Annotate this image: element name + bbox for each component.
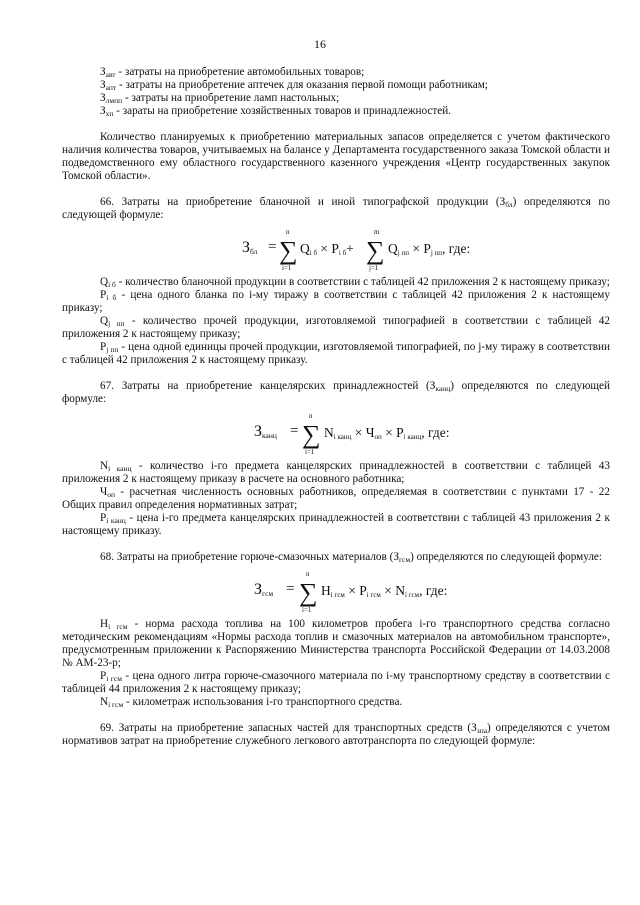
definition-item: $P_{i гсм}$ - цена одного литра горюче-смазочного материала по i-му транспортному средству в соответствии с таблицей 44 приложения 2 к настоящему приказу; (62, 670, 610, 695)
list-item: $З_{лмпп}$ - затраты на приобретение ламп настольных; (100, 92, 340, 105)
definition-item: $N_{i канц}$ - количество i-го предмета канцелярских принадлежностей в соответствии с таблицей 43 приложения 2 к настоящему приказу в расчете на основного работника; (62, 460, 610, 485)
list-item: $З_{апт}$ - затраты на приобретение аптечек для оказания первой помощи работникам; (100, 79, 488, 92)
formula-67-definitions (62, 460, 610, 538)
formula-68: $З_{гсм}$ = n ∑ i=1 $Н_{i гсм} \times P_{i гсм} \times N_{i гсм}$, где: (254, 570, 448, 614)
definition-item: $P_{i б}$ - цена одного бланка по i-му тиражу в соответствии с таблицей 42 приложения 2 к настоящему приказу; (62, 289, 610, 314)
paragraph-68-heading: 68. Затраты на приобретение горюче-смазочных материалов $(З_{гсм})$ определяются по следующей формуле: (100, 551, 602, 564)
paragraph-66-heading: 66. Затраты на приобретение бланочной и иной типографской продукции $(З_{бл})$ определяются по следующей формуле: (62, 196, 610, 221)
formula-68-definitions (62, 618, 610, 709)
list-item: $З_{авт}$ - затраты на приобретение автомобильных товаров; (100, 66, 365, 79)
definition-item: $Q_{i б}$ - количество бланочной продукции в соответствии с таблицей 42 приложения 2 к настоящему приказу; (100, 276, 610, 289)
paragraph-69-heading: 69. Затраты на приобретение запасных частей для транспортных средств $(З_{зпа})$ определяются с учетом нормативов затрат на приобретение служебного легкового автотранспорта по следующей формуле: (62, 722, 610, 747)
definition-item: $Н_{i гсм}$ - норма расхода топлива на 100 километров пробега i-го транспортного средства согласно методическим рекомендациям «Нормы расхода топлив и смазочных материалов на автомобильном транспорте», предусмотренным приложении к Распоряжению Министерства транспорта Российской Федерации от 14.03.2008 № АМ-23-р; (62, 618, 610, 669)
paragraph-67-heading: 67. Затраты на приобретение канцелярских принадлежностей $(З_{канц})$ определяются по следующей формуле: (62, 380, 610, 405)
page-number: 16 (314, 37, 326, 51)
formula-67: $З_{канц}$ = n ∑ i=1 $N_{i канц} \times Ч_{оп} \times P_{i канц}$, где: (254, 412, 450, 456)
definition-item: $N_{i гсм}$ - километраж использования i-го транспортного средства. (100, 696, 403, 709)
definition-item: $Ч_{оп}$ - расчетная численность основных работников, определяемая в соответствии с пунктами 17 - 22 Общих правил определения нормативных затрат; (62, 486, 610, 511)
definition-item: $P_{j пп}$ - цена одной единицы прочей продукции, изготовляемой типографией, по j-му тиражу в соответствии с таблицей 42 приложения 2 к настоящему приказу. (62, 341, 610, 366)
formula-66: $З_{бл}$ = n ∑ i=1 $Q_{i б} \times P_{i б}+$ m ∑ j=1 $Q_{j пп} \times P_{j пп}$, где: (242, 228, 471, 272)
formula-66-definitions (62, 276, 610, 367)
document-body (62, 66, 610, 748)
costs-list (62, 66, 610, 118)
definition-item: $Q_{j пп}$ - количество прочей продукции, изготовляемой типографией в соответствии с таблицей 42 приложения 2 к настоящему приказу; (62, 315, 610, 340)
list-item: $З_{хп}$ - зараты на приобретение хозяйственных товаров и принадлежностей. (100, 105, 451, 118)
paragraph-quantity: Количество планируемых к приобретению материальных запасов определяется с учетом фактического наличия количества товаров, учитываемых на балансе у Департамента государственного заказа Томской области и подведомственного ему областного государственного казенного учреждения «Центр государственных закупок Томской области». (62, 131, 610, 182)
definition-item: $P_{i канц}$ - цена i-го предмета канцелярских принадлежностей в соответствии с таблицей 43 приложения 2 к настоящему приказу. (62, 512, 610, 537)
